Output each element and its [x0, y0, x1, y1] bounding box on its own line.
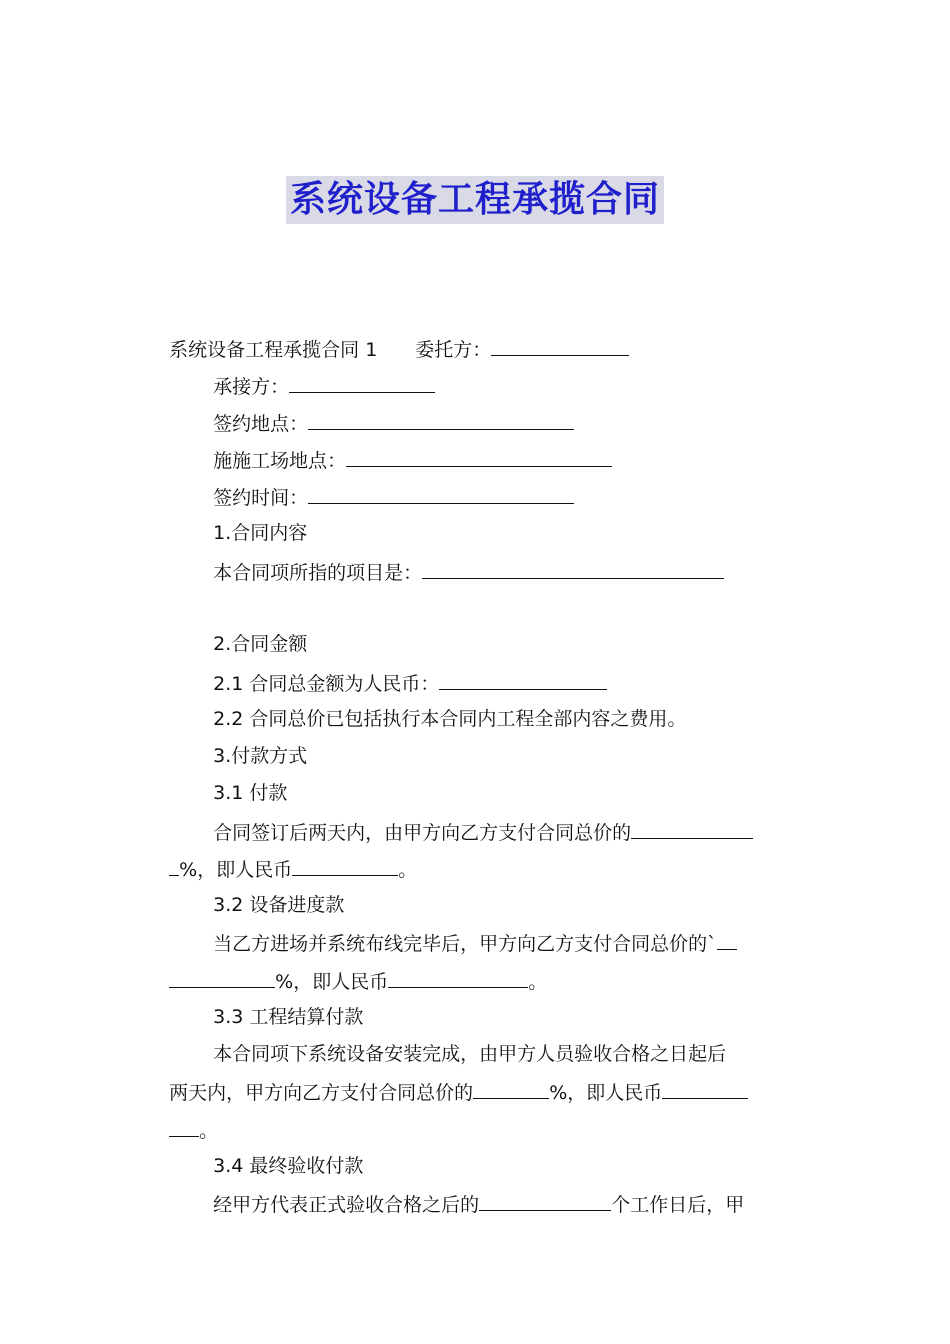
- clause-text: 系统设备工程承揽合同 1 委托方：: [169, 339, 492, 361]
- clause-text: %，即人民币: [275, 971, 389, 993]
- clause-text: 3.3 工程结算付款: [213, 1006, 364, 1028]
- title-container: [0, 176, 950, 224]
- clause-text: 签约地点：: [213, 413, 309, 435]
- fill-blank[interactable]: [662, 1078, 748, 1099]
- fill-blank[interactable]: [169, 855, 179, 876]
- clause-text: 本合同项所指的项目是：: [213, 562, 423, 584]
- clause-text: 。: [199, 1120, 219, 1142]
- clause-text: 当乙方进场并系统布线完毕后，甲方向乙方支付合同总价的`: [213, 933, 717, 955]
- clause-text: 。: [528, 971, 548, 993]
- clause-text: 承接方：: [213, 376, 290, 398]
- clause-text: 签约时间：: [213, 487, 309, 509]
- clause-text: 个工作日后，甲: [611, 1194, 745, 1216]
- clause-text: 。: [398, 859, 418, 881]
- clause-text: 3.2 设备进度款: [213, 894, 345, 916]
- clause-line: [189, 1164, 744, 1244]
- clause-text: 经甲方代表正式验收合格之后的: [213, 1194, 480, 1216]
- fill-blank[interactable]: [631, 818, 753, 839]
- fill-blank[interactable]: [308, 483, 574, 504]
- clause-text: 施施工场地点：: [213, 450, 347, 472]
- clause-text: 3.1 付款: [213, 782, 288, 804]
- clause-text: 3.付款方式: [213, 745, 308, 767]
- clause-text: 2.1 合同总金额为人民币：: [213, 673, 440, 695]
- clause-line: [145, 1052, 748, 1132]
- fill-blank[interactable]: [473, 1078, 549, 1099]
- clause-text: %，即人民币: [179, 859, 293, 881]
- clause-line: [189, 532, 724, 612]
- clause-text: 2.2 合同总价已包括执行本合同内工程全部内容之费用。: [213, 708, 687, 730]
- fill-blank[interactable]: [717, 929, 737, 950]
- clause-text: 合同签订后两天内，由甲方向乙方支付合同总价的: [213, 822, 632, 844]
- clause-text: 2.合同金额: [213, 633, 308, 655]
- fill-blank[interactable]: [422, 558, 724, 579]
- fill-blank[interactable]: [388, 967, 528, 988]
- clause-text: 两天内，甲方向乙方支付合同总价的: [169, 1082, 474, 1104]
- document-title: 系统设备工程承揽合同: [286, 176, 664, 224]
- fill-blank[interactable]: [491, 335, 629, 356]
- fill-blank[interactable]: [479, 1190, 611, 1211]
- clause-text: %，即人民币: [549, 1082, 663, 1104]
- clause-text: 1.合同内容: [213, 522, 308, 544]
- clause-text: 本合同项下系统设备安装完成，由甲方人员验收合格之日起后: [213, 1043, 727, 1065]
- clause-text: 3.4 最终验收付款: [213, 1155, 364, 1177]
